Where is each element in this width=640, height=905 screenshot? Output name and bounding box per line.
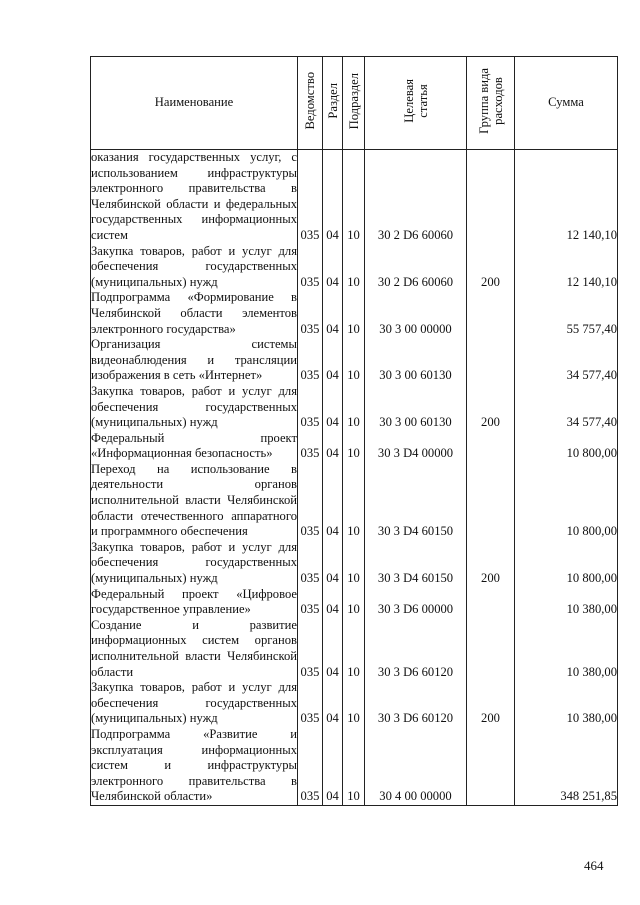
header-expense-group-line1: Группа вида [476,67,491,134]
table-row [91,431,618,462]
row-group [467,462,515,540]
row-amount: 55 757,40 [515,290,618,337]
row-amount: 10 800,00 [515,431,618,462]
row-group [467,337,515,384]
header-name: Наименование [91,57,298,150]
row-ministry: 035 [298,587,323,618]
row-group [467,290,515,337]
row-group: 200 [467,244,515,291]
row-group [467,618,515,680]
row-name: Подпрограмма «Формирование в Челябинской области элементов электронного государства» [91,290,297,336]
header-subsection [343,57,365,150]
table-row [91,290,618,337]
row-group [467,150,515,244]
row-amount: 348 251,85 [515,727,618,805]
header-target-article-line1: Целевая [401,78,416,123]
row-amount: 12 140,10 [515,244,618,291]
table-row [91,618,618,680]
header-subsection-label: Подраздел [346,72,361,129]
row-article: 30 3 D6 00000 [365,587,467,618]
row-ministry: 035 [298,337,323,384]
row-ministry: 035 [298,540,323,587]
row-article: 30 3 00 60130 [365,384,467,431]
row-amount: 10 380,00 [515,618,618,680]
row-subsection: 10 [343,337,365,384]
row-subsection: 10 [343,462,365,540]
row-section: 04 [323,587,343,618]
row-group [467,727,515,805]
budget-table [90,56,618,806]
header-section [323,57,343,150]
row-article: 30 3 D4 60150 [365,540,467,587]
row-name: Закупка товаров, работ и услуг для обеспечения государственных (муниципальных) нужд [91,243,297,289]
row-article: 30 3 D4 60150 [365,462,467,540]
row-name: Подпрограмма «Развитие и эксплуатация информационных систем и инфраструктуры электронного правительства в Челябинской области» [91,727,298,805]
header-target-article-label [402,79,430,123]
row-amount: 10 380,00 [515,680,618,727]
header-ministry-label: Ведомство [303,71,317,130]
row-section: 04 [323,431,343,462]
row-name: Закупка товаров, работ и услуг для обеспечения государственных (муниципальных) нужд [91,383,297,430]
row-name: Закупка товаров, работ и услуг для обеспечения государственных (муниципальных) нужд [91,680,297,726]
row-ministry: 035 [298,727,323,805]
row-name: Федеральный проект «Цифровое государственное управление» [91,586,297,617]
row-ministry: 035 [298,680,323,727]
row-article: 30 3 00 60130 [365,337,467,384]
row-section: 04 [323,244,343,291]
row-section: 04 [323,337,343,384]
row-group [467,587,515,618]
header-expense-group-label [477,68,505,134]
header-target-article [365,57,467,150]
row-section: 04 [323,727,343,805]
table-row [91,462,618,540]
row-subsection: 10 [343,540,365,587]
table-row [91,337,618,384]
header-ministry [298,57,323,150]
header-expense-group-line2: расходов [490,76,505,125]
row-name: Закупка товаров, работ и услуг для обеспечения государственных (муниципальных) нужд [91,539,297,586]
row-subsection: 10 [343,431,365,462]
table-header-row [91,57,618,150]
table-row [91,244,618,291]
row-subsection: 10 [343,150,365,244]
row-section: 04 [323,150,343,244]
page-number: 464 [584,858,604,873]
row-name: Создание и развитие информационных систем органов исполнительной власти Челябинской области [91,617,297,679]
table-row [91,587,618,618]
row-article: 30 3 D6 60120 [365,618,467,680]
row-article: 30 3 D6 60120 [365,680,467,727]
row-ministry: 035 [298,384,323,431]
table-row [91,727,618,805]
row-amount: 10 800,00 [515,540,618,587]
row-subsection: 10 [343,587,365,618]
row-ministry: 035 [298,462,323,540]
row-section: 04 [323,462,343,540]
row-subsection: 10 [343,384,365,431]
row-section: 04 [323,618,343,680]
row-amount: 34 577,40 [515,337,618,384]
row-article: 30 4 00 00000 [365,727,467,805]
row-subsection: 10 [343,727,365,805]
row-ministry: 035 [298,618,323,680]
row-group: 200 [467,680,515,727]
row-ministry: 035 [298,290,323,337]
table-row [91,150,618,244]
row-subsection: 10 [343,680,365,727]
row-amount: 12 140,10 [515,150,618,244]
row-subsection: 10 [343,244,365,291]
row-amount: 10 800,00 [515,462,618,540]
row-article: 30 3 00 00000 [365,290,467,337]
row-name: Переход на использование в деятельности органов исполнительной власти Челябинской области отечественного аппаратного и программного обеспечения [91,461,297,539]
row-section: 04 [323,680,343,727]
table-row [91,384,618,431]
table-row [91,540,618,587]
row-amount: 10 380,00 [515,587,618,618]
row-subsection: 10 [343,618,365,680]
row-article: 30 2 D6 60060 [365,150,467,244]
row-group: 200 [467,384,515,431]
row-article: 30 3 D4 00000 [365,431,467,462]
row-group: 200 [467,540,515,587]
row-name: Организация системы видеонаблюдения и трансляции изображения в сеть «Интернет» [91,337,297,383]
header-section-label: Раздел [325,82,340,119]
row-ministry: 035 [298,431,323,462]
row-section: 04 [323,290,343,337]
row-subsection: 10 [343,290,365,337]
row-ministry: 035 [298,150,323,244]
header-expense-group [467,57,515,150]
header-amount: Сумма [515,57,618,150]
row-ministry: 035 [298,244,323,291]
row-name: Федеральный проект «Информационная безопасность» [91,430,297,461]
row-article: 30 2 D6 60060 [365,244,467,291]
row-name: оказания государственных услуг, с использованием инфраструктуры электронного правительства в Челябинской области и федеральных государственных информационных систем [91,150,297,242]
row-group [467,431,515,462]
row-amount: 34 577,40 [515,384,618,431]
row-section: 04 [323,384,343,431]
row-section: 04 [323,540,343,587]
table-row [91,680,618,727]
header-target-article-line2: статья [415,83,430,118]
